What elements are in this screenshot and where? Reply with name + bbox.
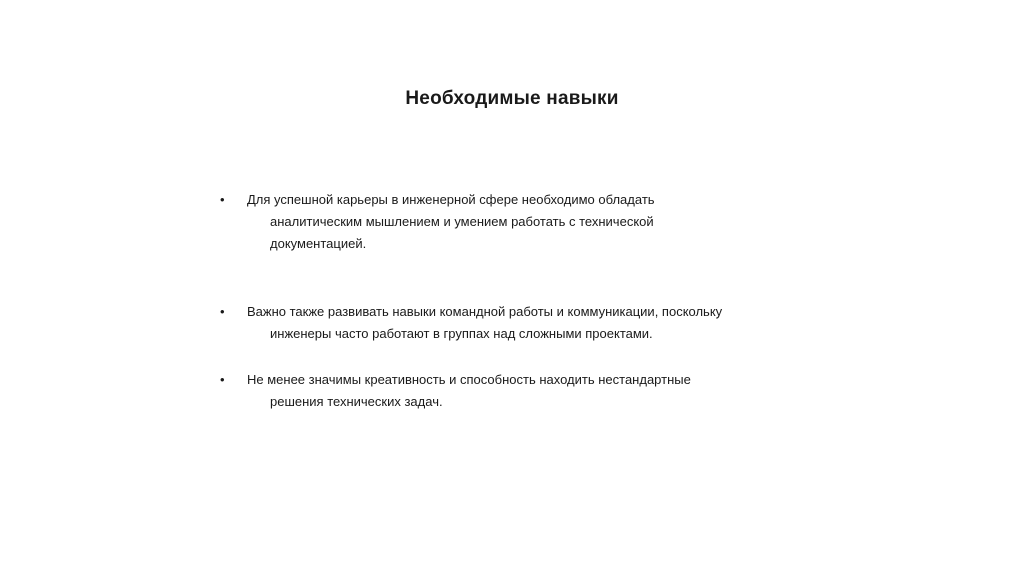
bullet-text-line: Не менее значимы креативность и способность находить нестандартные [247,372,691,387]
bullet-item [220,189,780,255]
bullet-text-line: документацией. [270,236,367,251]
bullet-text-line: аналитическим мышлением и умением работать с технической [270,214,654,229]
bullet-text-line: решения технических задач. [270,394,443,409]
bullet-dot-icon: • [220,372,225,387]
bullet-dot-icon: • [220,304,225,319]
bullet-dot-icon: • [220,192,225,207]
bullet-text-line: Важно также развивать навыки командной работы и коммуникации, поскольку [247,304,723,319]
bullet-text-line: инженеры часто работают в группах над сложными проектами. [270,326,653,341]
slide-title: Необходимые навыки [405,88,619,109]
bullet-text-line: Для успешной карьеры в инженерной сфере необходимо обладать [247,192,655,207]
bullet-item [220,369,780,413]
bullet-item [220,301,780,345]
